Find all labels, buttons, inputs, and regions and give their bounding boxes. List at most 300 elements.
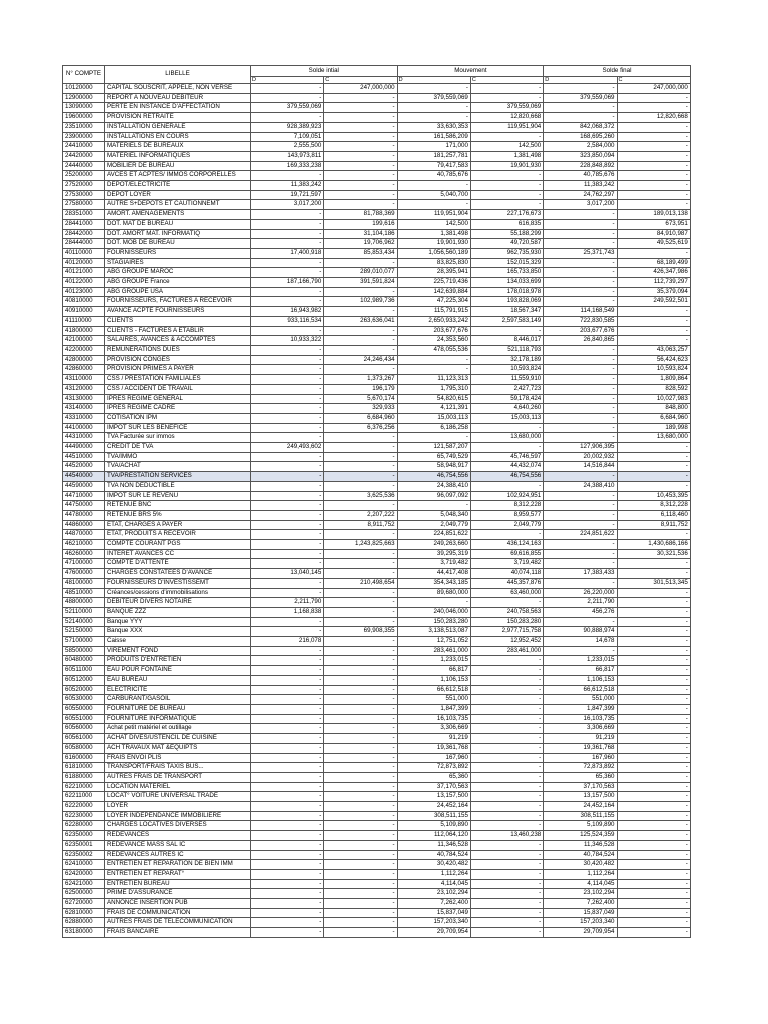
initial-credit-cell: - xyxy=(324,151,397,161)
initial-debit-cell: 2,555,500 xyxy=(251,142,324,152)
final-credit-cell: - xyxy=(617,462,690,472)
initial-credit-cell: - xyxy=(324,181,397,191)
movement-debit-cell: 1,795,310 xyxy=(397,384,470,394)
initial-credit-cell: 1,243,825,663 xyxy=(324,540,397,550)
table-row xyxy=(63,181,691,191)
account-label-cell: CSS / ACCIDENT DE TRAVAIL xyxy=(105,384,251,394)
account-label-cell: LOCATION MATERIEL xyxy=(105,782,251,792)
initial-debit-cell: - xyxy=(251,908,324,918)
final-credit-cell: 10,027,983 xyxy=(617,394,690,404)
account-number-cell: 28351000 xyxy=(63,210,105,220)
movement-debit-cell: 40,785,676 xyxy=(397,171,470,181)
final-credit-cell: 249,592,501 xyxy=(617,297,690,307)
initial-credit-cell: 289,010,077 xyxy=(324,268,397,278)
initial-debit-cell: - xyxy=(251,889,324,899)
account-number-cell: 48800000 xyxy=(63,598,105,608)
movement-credit-cell: 521,118,793 xyxy=(470,345,543,355)
initial-debit-cell: - xyxy=(251,491,324,501)
movement-debit-cell: 66,612,518 xyxy=(397,685,470,695)
movement-credit-cell: 2,427,723 xyxy=(470,384,543,394)
movement-credit-cell: 69,616,855 xyxy=(470,549,543,559)
account-label-cell: ACHAT DIVES/USTENCIL DE CUISINE xyxy=(105,734,251,744)
initial-credit-cell: - xyxy=(324,879,397,889)
initial-credit-cell: 1,373,267 xyxy=(324,375,397,385)
movement-debit-cell: 115,791,915 xyxy=(397,307,470,317)
initial-credit-cell: - xyxy=(324,811,397,821)
account-number-cell: 10120000 xyxy=(63,84,105,94)
movement-debit-cell: 15,837,049 xyxy=(397,908,470,918)
header-final-credit: C xyxy=(617,77,690,84)
movement-debit-cell: 225,719,436 xyxy=(397,278,470,288)
table-row xyxy=(63,481,691,491)
initial-debit-cell: - xyxy=(251,540,324,550)
movement-debit-cell: 46,754,556 xyxy=(397,472,470,482)
final-debit-cell: 3,017,200 xyxy=(544,200,617,210)
initial-debit-cell: 3,017,200 xyxy=(251,200,324,210)
movement-debit-cell: 58,948,917 xyxy=(397,462,470,472)
initial-credit-cell: - xyxy=(324,724,397,734)
account-label-cell: INTERET AVANCES CC xyxy=(105,549,251,559)
account-number-cell: 40110000 xyxy=(63,248,105,258)
final-debit-cell: 23,102,294 xyxy=(544,889,617,899)
initial-debit-cell: 17,400,918 xyxy=(251,248,324,258)
final-debit-cell: - xyxy=(544,413,617,423)
movement-credit-cell: 616,835 xyxy=(470,219,543,229)
movement-debit-cell: - xyxy=(397,501,470,511)
final-debit-cell: 11,383,242 xyxy=(544,181,617,191)
table-row xyxy=(63,540,691,550)
movement-debit-cell: - xyxy=(397,103,470,113)
movement-credit-cell: - xyxy=(470,190,543,200)
final-credit-cell: - xyxy=(617,200,690,210)
initial-debit-cell: - xyxy=(251,355,324,365)
movement-debit-cell: 96,097,092 xyxy=(397,491,470,501)
movement-debit-cell: 91,219 xyxy=(397,734,470,744)
initial-credit-cell: - xyxy=(324,743,397,753)
movement-debit-cell: 3,719,482 xyxy=(397,559,470,569)
initial-debit-cell: - xyxy=(251,472,324,482)
final-debit-cell: - xyxy=(544,355,617,365)
account-label-cell: ABG GROUPE USA xyxy=(105,287,251,297)
initial-debit-cell: - xyxy=(251,239,324,249)
final-credit-cell: - xyxy=(617,763,690,773)
table-row xyxy=(63,355,691,365)
table-row xyxy=(63,278,691,288)
final-debit-cell: 37,170,563 xyxy=(544,782,617,792)
initial-credit-cell: - xyxy=(324,501,397,511)
movement-debit-cell: - xyxy=(397,84,470,94)
initial-credit-cell: - xyxy=(324,569,397,579)
account-number-cell: 42200000 xyxy=(63,345,105,355)
account-number-cell: 47600000 xyxy=(63,569,105,579)
account-number-cell: 44590000 xyxy=(63,481,105,491)
table-row xyxy=(63,607,691,617)
final-debit-cell: 1,112,264 xyxy=(544,869,617,879)
account-label-cell: CREDIT DE TVA xyxy=(105,443,251,453)
movement-credit-cell: 46,754,556 xyxy=(470,472,543,482)
table-row xyxy=(63,297,691,307)
initial-debit-cell: 216,078 xyxy=(251,637,324,647)
movement-credit-cell: - xyxy=(470,899,543,909)
trial-balance-table xyxy=(62,65,691,938)
final-debit-cell: - xyxy=(544,375,617,385)
table-row xyxy=(63,840,691,850)
final-credit-cell: - xyxy=(617,598,690,608)
table-row xyxy=(63,501,691,511)
account-number-cell: 48510000 xyxy=(63,588,105,598)
final-debit-cell: - xyxy=(544,84,617,94)
table-row xyxy=(63,268,691,278)
table-row xyxy=(63,190,691,200)
header-initial-credit: C xyxy=(324,77,397,84)
final-debit-cell: 2,584,000 xyxy=(544,142,617,152)
initial-credit-cell: - xyxy=(324,307,397,317)
movement-credit-cell: 40,074,118 xyxy=(470,569,543,579)
initial-credit-cell: 24,246,434 xyxy=(324,355,397,365)
account-number-cell: 62280000 xyxy=(63,821,105,831)
movement-credit-cell: - xyxy=(470,530,543,540)
final-debit-cell: - xyxy=(544,559,617,569)
movement-debit-cell: 65,360 xyxy=(397,772,470,782)
account-number-cell: 43110000 xyxy=(63,375,105,385)
account-number-cell: 62810000 xyxy=(63,908,105,918)
final-credit-cell: - xyxy=(617,607,690,617)
account-number-cell: 40123000 xyxy=(63,287,105,297)
account-label-cell: ENTRETIEN ET REPARATION DE BIEN IMM xyxy=(105,860,251,870)
movement-credit-cell: 63,460,000 xyxy=(470,588,543,598)
final-credit-cell: - xyxy=(617,656,690,666)
header-initial-debit: D xyxy=(251,77,324,84)
account-label-cell: ENTRETIEN ET REPARAT° xyxy=(105,869,251,879)
final-credit-cell: 12,820,668 xyxy=(617,113,690,123)
initial-credit-cell: 19,706,962 xyxy=(324,239,397,249)
initial-debit-cell: - xyxy=(251,520,324,530)
movement-debit-cell: - xyxy=(397,181,470,191)
movement-debit-cell: - xyxy=(397,365,470,375)
table-row xyxy=(63,326,691,336)
final-credit-cell: - xyxy=(617,336,690,346)
initial-credit-cell: - xyxy=(324,753,397,763)
final-credit-cell: - xyxy=(617,637,690,647)
final-debit-cell: - xyxy=(544,520,617,530)
table-row xyxy=(63,617,691,627)
movement-credit-cell: - xyxy=(470,705,543,715)
initial-debit-cell: - xyxy=(251,384,324,394)
account-label-cell: AUTRES FRAIS DE TELECOMMUNICATION xyxy=(105,918,251,928)
final-credit-cell: - xyxy=(617,918,690,928)
initial-debit-cell: - xyxy=(251,627,324,637)
initial-debit-cell: 169,333,238 xyxy=(251,161,324,171)
account-label-cell: ETAT, PRODUITS A RECEVOIR xyxy=(105,530,251,540)
initial-credit-cell: - xyxy=(324,607,397,617)
initial-credit-cell: - xyxy=(324,840,397,850)
movement-credit-cell: 227,176,673 xyxy=(470,210,543,220)
movement-debit-cell: 23,102,294 xyxy=(397,889,470,899)
final-credit-cell: 189,998 xyxy=(617,423,690,433)
account-number-cell: 60512000 xyxy=(63,675,105,685)
table-row xyxy=(63,753,691,763)
account-number-cell: 60561000 xyxy=(63,734,105,744)
movement-credit-cell: 13,680,000 xyxy=(470,433,543,443)
movement-credit-cell: 119,951,904 xyxy=(470,122,543,132)
account-label-cell: AVCES ET ACPTES/ IMMOS CORPORELLES xyxy=(105,171,251,181)
final-debit-cell: 19,361,768 xyxy=(544,743,617,753)
final-credit-cell: - xyxy=(617,248,690,258)
account-label-cell: TVA Facturée sur immos xyxy=(105,433,251,443)
table-row xyxy=(63,200,691,210)
initial-credit-cell: - xyxy=(324,93,397,103)
final-credit-cell: - xyxy=(617,530,690,540)
final-debit-cell: 203,677,676 xyxy=(544,326,617,336)
movement-debit-cell: 1,112,264 xyxy=(397,869,470,879)
movement-credit-cell: 12,952,452 xyxy=(470,637,543,647)
movement-debit-cell: 28,395,941 xyxy=(397,268,470,278)
final-debit-cell: 16,103,735 xyxy=(544,714,617,724)
final-credit-cell: - xyxy=(617,171,690,181)
account-number-cell: 41800000 xyxy=(63,326,105,336)
initial-credit-cell: - xyxy=(324,637,397,647)
final-credit-cell: - xyxy=(617,443,690,453)
movement-debit-cell: 5,040,700 xyxy=(397,190,470,200)
table-row xyxy=(63,792,691,802)
account-label-cell: ENTRETIEN BUREAU xyxy=(105,879,251,889)
final-debit-cell: 379,559,069 xyxy=(544,93,617,103)
account-label-cell: TVA/PRESTATION SERVICES xyxy=(105,472,251,482)
final-debit-cell: 14,678 xyxy=(544,637,617,647)
initial-debit-cell: - xyxy=(251,899,324,909)
movement-debit-cell: 89,680,000 xyxy=(397,588,470,598)
account-number-cell: 27580000 xyxy=(63,200,105,210)
final-debit-cell: 11,346,528 xyxy=(544,840,617,850)
final-credit-cell: - xyxy=(617,782,690,792)
final-debit-cell: - xyxy=(544,491,617,501)
movement-credit-cell: 15,003,113 xyxy=(470,413,543,423)
account-label-cell: CAPITAL SOUSCRIT, APPELE, NON VERSE xyxy=(105,84,251,94)
initial-credit-cell: - xyxy=(324,481,397,491)
movement-credit-cell: - xyxy=(470,724,543,734)
movement-debit-cell: 24,388,410 xyxy=(397,481,470,491)
initial-debit-cell: - xyxy=(251,345,324,355)
final-debit-cell: - xyxy=(544,472,617,482)
account-number-cell: 12900000 xyxy=(63,93,105,103)
movement-credit-cell: 32,178,189 xyxy=(470,355,543,365)
table-row xyxy=(63,307,691,317)
account-label-cell: EAU POUR FONTAINE xyxy=(105,666,251,676)
movement-credit-cell: - xyxy=(470,743,543,753)
table-row xyxy=(63,918,691,928)
account-number-cell: 60550000 xyxy=(63,705,105,715)
final-debit-cell: 14,516,844 xyxy=(544,462,617,472)
table-row xyxy=(63,113,691,123)
account-number-cell: 44510000 xyxy=(63,452,105,462)
initial-credit-cell: - xyxy=(324,132,397,142)
table-row xyxy=(63,869,691,879)
movement-debit-cell: 12,751,052 xyxy=(397,637,470,647)
account-label-cell: DEPOT/ELECTRICITE xyxy=(105,181,251,191)
movement-credit-cell: - xyxy=(470,171,543,181)
initial-debit-cell: - xyxy=(251,714,324,724)
final-credit-cell: - xyxy=(617,821,690,831)
initial-debit-cell: - xyxy=(251,326,324,336)
movement-credit-cell: - xyxy=(470,656,543,666)
account-label-cell: PRODUITS D'ENTRETIEN xyxy=(105,656,251,666)
table-row xyxy=(63,84,691,94)
initial-debit-cell: - xyxy=(251,850,324,860)
final-credit-cell: - xyxy=(617,161,690,171)
account-label-cell: RETENUE BRS 5% xyxy=(105,510,251,520)
initial-debit-cell: - xyxy=(251,860,324,870)
account-label-cell: CLIENTS - FACTURES A ETABLIR xyxy=(105,326,251,336)
movement-debit-cell: 37,170,563 xyxy=(397,782,470,792)
initial-credit-cell: - xyxy=(324,161,397,171)
final-credit-cell: - xyxy=(617,753,690,763)
final-credit-cell: - xyxy=(617,452,690,462)
account-label-cell: ABG GROUPE MAROC xyxy=(105,268,251,278)
final-credit-cell: - xyxy=(617,103,690,113)
account-label-cell: CHARGES CONSTATEES D'AVANCE xyxy=(105,569,251,579)
table-row xyxy=(63,675,691,685)
movement-debit-cell: 551,000 xyxy=(397,695,470,705)
account-label-cell: FOURNISSEURS, FACTURES A RECEVOIR xyxy=(105,297,251,307)
movement-debit-cell: 4,114,045 xyxy=(397,879,470,889)
initial-credit-cell: - xyxy=(324,646,397,656)
initial-credit-cell: - xyxy=(324,113,397,123)
account-label-cell: VIREMENT FOND xyxy=(105,646,251,656)
account-label-cell: IMPOT SUR LES BENEFICE xyxy=(105,423,251,433)
table-row xyxy=(63,928,691,938)
table-row xyxy=(63,666,691,676)
movement-credit-cell: 55,188,299 xyxy=(470,229,543,239)
account-number-cell: 62880000 xyxy=(63,918,105,928)
final-debit-cell: - xyxy=(544,239,617,249)
final-credit-cell: 8,312,228 xyxy=(617,501,690,511)
table-row xyxy=(63,656,691,666)
account-label-cell: PROVISION RETRAITE xyxy=(105,113,251,123)
final-credit-cell: - xyxy=(617,792,690,802)
account-label-cell: FRAIS ENVOI PLIS xyxy=(105,753,251,763)
account-label-cell: RETENUE BNC xyxy=(105,501,251,511)
initial-credit-cell: - xyxy=(324,714,397,724)
initial-debit-cell: 10,933,322 xyxy=(251,336,324,346)
movement-debit-cell: - xyxy=(397,200,470,210)
account-number-cell: 43130000 xyxy=(63,394,105,404)
initial-debit-cell: - xyxy=(251,423,324,433)
movement-debit-cell: 181,257,781 xyxy=(397,151,470,161)
movement-debit-cell: 167,960 xyxy=(397,753,470,763)
account-label-cell: DOT. MOB DE BUREAU xyxy=(105,239,251,249)
table-row xyxy=(63,908,691,918)
account-label-cell: PERTE EN INSTANCE D'AFFECTATION xyxy=(105,103,251,113)
initial-credit-cell: - xyxy=(324,287,397,297)
final-debit-cell: - xyxy=(544,278,617,288)
movement-debit-cell: 4,121,391 xyxy=(397,404,470,414)
final-debit-cell: 72,873,892 xyxy=(544,763,617,773)
initial-debit-cell: - xyxy=(251,93,324,103)
account-label-cell: Banque XXX xyxy=(105,627,251,637)
movement-credit-cell: 445,357,876 xyxy=(470,578,543,588)
account-label-cell: INSTALLATIONS EN COURS xyxy=(105,132,251,142)
account-label-cell: DOT. MAT DE BUREAU xyxy=(105,219,251,229)
table-row xyxy=(63,811,691,821)
final-debit-cell: 66,612,518 xyxy=(544,685,617,695)
final-credit-cell: 1,430,686,166 xyxy=(617,540,690,550)
initial-credit-cell: - xyxy=(324,462,397,472)
table-row xyxy=(63,802,691,812)
account-number-cell: 60520000 xyxy=(63,685,105,695)
account-number-cell: 44100000 xyxy=(63,423,105,433)
movement-credit-cell: - xyxy=(470,734,543,744)
table-header xyxy=(63,66,691,84)
account-number-cell: 60530000 xyxy=(63,695,105,705)
final-debit-cell: - xyxy=(544,501,617,511)
movement-debit-cell: 11,123,313 xyxy=(397,375,470,385)
final-credit-cell: - xyxy=(617,190,690,200)
final-credit-cell: - xyxy=(617,908,690,918)
table-row xyxy=(63,685,691,695)
account-label-cell: INSTALLATION GENERALE xyxy=(105,122,251,132)
movement-credit-cell: 2,049,779 xyxy=(470,520,543,530)
initial-credit-cell: - xyxy=(324,617,397,627)
account-label-cell: DEBITEUR DIVERS NOTAIRE xyxy=(105,598,251,608)
initial-credit-cell: - xyxy=(324,908,397,918)
final-credit-cell: - xyxy=(617,724,690,734)
table-row xyxy=(63,549,691,559)
account-label-cell: MATERIELS DE BUREAUX xyxy=(105,142,251,152)
initial-credit-cell: - xyxy=(324,734,397,744)
table-row xyxy=(63,93,691,103)
final-credit-cell: - xyxy=(617,695,690,705)
final-debit-cell: - xyxy=(544,345,617,355)
initial-credit-cell: 247,000,000 xyxy=(324,84,397,94)
final-debit-cell: - xyxy=(544,268,617,278)
movement-debit-cell: 72,873,892 xyxy=(397,763,470,773)
account-number-cell: 60560000 xyxy=(63,724,105,734)
table-row xyxy=(63,588,691,598)
movement-debit-cell: 39,295,319 xyxy=(397,549,470,559)
account-number-cell: 40810000 xyxy=(63,297,105,307)
initial-credit-cell: - xyxy=(324,326,397,336)
initial-credit-cell: - xyxy=(324,792,397,802)
table-row xyxy=(63,627,691,637)
initial-credit-cell: 6,376,256 xyxy=(324,423,397,433)
account-number-cell: 44520000 xyxy=(63,462,105,472)
final-credit-cell: 10,453,395 xyxy=(617,491,690,501)
final-credit-cell: - xyxy=(617,743,690,753)
initial-credit-cell: 81,788,369 xyxy=(324,210,397,220)
final-credit-cell: - xyxy=(617,685,690,695)
initial-debit-cell: - xyxy=(251,763,324,773)
movement-credit-cell: - xyxy=(470,695,543,705)
movement-debit-cell: 40,784,524 xyxy=(397,850,470,860)
account-number-cell: 62421000 xyxy=(63,879,105,889)
movement-debit-cell: 83,825,830 xyxy=(397,258,470,268)
account-label-cell: CLIENTS xyxy=(105,316,251,326)
initial-credit-cell: 85,853,434 xyxy=(324,248,397,258)
movement-debit-cell: 19,361,768 xyxy=(397,743,470,753)
final-credit-cell: - xyxy=(617,142,690,152)
final-debit-cell: 26,220,000 xyxy=(544,588,617,598)
final-debit-cell: 25,371,743 xyxy=(544,248,617,258)
movement-credit-cell: - xyxy=(470,423,543,433)
final-debit-cell: 1,106,153 xyxy=(544,675,617,685)
initial-credit-cell: - xyxy=(324,452,397,462)
account-label-cell: LOCAT° VOITURE UNIVERSAL TRADE xyxy=(105,792,251,802)
final-credit-cell: - xyxy=(617,860,690,870)
initial-credit-cell: - xyxy=(324,860,397,870)
account-number-cell: 52110000 xyxy=(63,607,105,617)
movement-credit-cell: - xyxy=(470,93,543,103)
table-body xyxy=(63,84,691,938)
